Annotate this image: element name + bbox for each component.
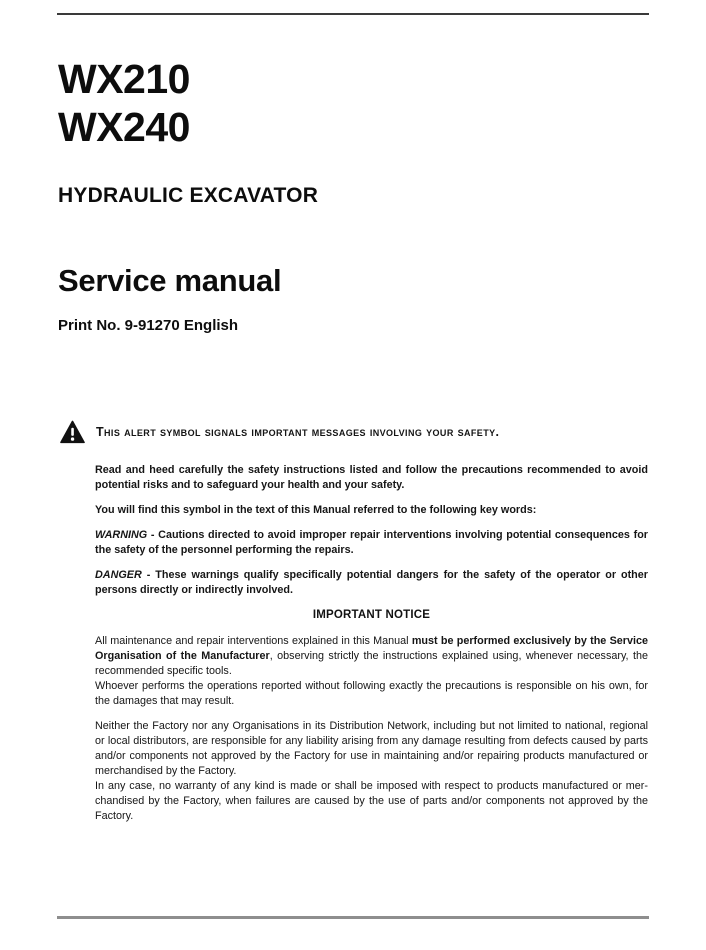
safety-alert-text: This alert symbol signals important messages involving your safety. <box>96 425 500 439</box>
text-run: WARNING <box>95 529 148 541</box>
model-title-wx210: WX210 <box>58 56 190 102</box>
paragraph-no-warranty <box>95 779 648 824</box>
top-rule <box>57 13 649 15</box>
notice-paragraphs-block <box>95 634 648 824</box>
paragraph-whoever-performs <box>95 679 648 709</box>
paragraph-maintenance-by-service-org <box>95 634 648 679</box>
text-run: - These warnings qualify specifically potential dangers for the safety of the operator or other persons directly or indirectly involved. <box>95 569 648 596</box>
text-run: All maintenance and repair interventions explained in this Manual <box>95 635 412 647</box>
important-notice-heading: IMPORTANT NOTICE <box>312 609 431 621</box>
text-run: DANGER <box>95 569 142 581</box>
document-title: Service manual <box>58 263 282 298</box>
text-run: Read and heed carefully the safety instructions listed and follow the precautions recommended to avoid potential risks and to safeguard your health and your safety. <box>95 464 648 491</box>
machine-type-title: HYDRAULIC EXCAVATOR <box>58 184 319 207</box>
safety-paragraphs-block <box>95 463 648 598</box>
text-run: Neither the Factory nor any Organisations in its Distribution Network, including but not limited to national, regional or local distributors, are responsible for any liability arising from any damage resulting from defects caused by parts and/or components not approved by the Factory for use in maintaining and/or repairing products manufactured or merchandised by the Factory. <box>95 720 648 777</box>
paragraph-warning-definition <box>95 528 648 558</box>
text-run: You will find this symbol in the text of this Manual referred to the following key words: <box>95 504 537 516</box>
text-run: must be performed exclusively by the Service Organisation of the Manufacturer <box>95 635 648 662</box>
warning-triangle-icon <box>60 420 85 444</box>
paragraph-no-liability <box>95 719 648 779</box>
safety-alert <box>60 420 652 444</box>
text-run: - Cautions directed to avoid improper repair interventions involving potential consequences for the safety of the personnel performing the repairs. <box>95 529 648 556</box>
paragraph-danger-definition <box>95 568 648 598</box>
text-run: Whoever performs the operations reported without following exactly the precautions is responsible on his own, for the damages that may result. <box>95 680 648 707</box>
model-title-wx240: WX240 <box>58 104 190 150</box>
text-run: In any case, no warranty of any kind is made or shall be imposed with respect to products manufactured or merchandised by the Factory, when failures are caused by the use of parts and/or components not approved by the Factory. <box>95 780 648 822</box>
paragraph-key-words-intro <box>95 503 648 518</box>
body-text-column <box>95 463 648 834</box>
bottom-rule <box>57 916 649 919</box>
text-run: , observing strictly the instructions explained using, whenever necessary, the recommended specific tools. <box>95 650 649 677</box>
paragraph-read-heed <box>95 463 648 493</box>
print-number: Print No. 9-91270 English <box>58 317 239 334</box>
model-titles <box>58 55 190 151</box>
